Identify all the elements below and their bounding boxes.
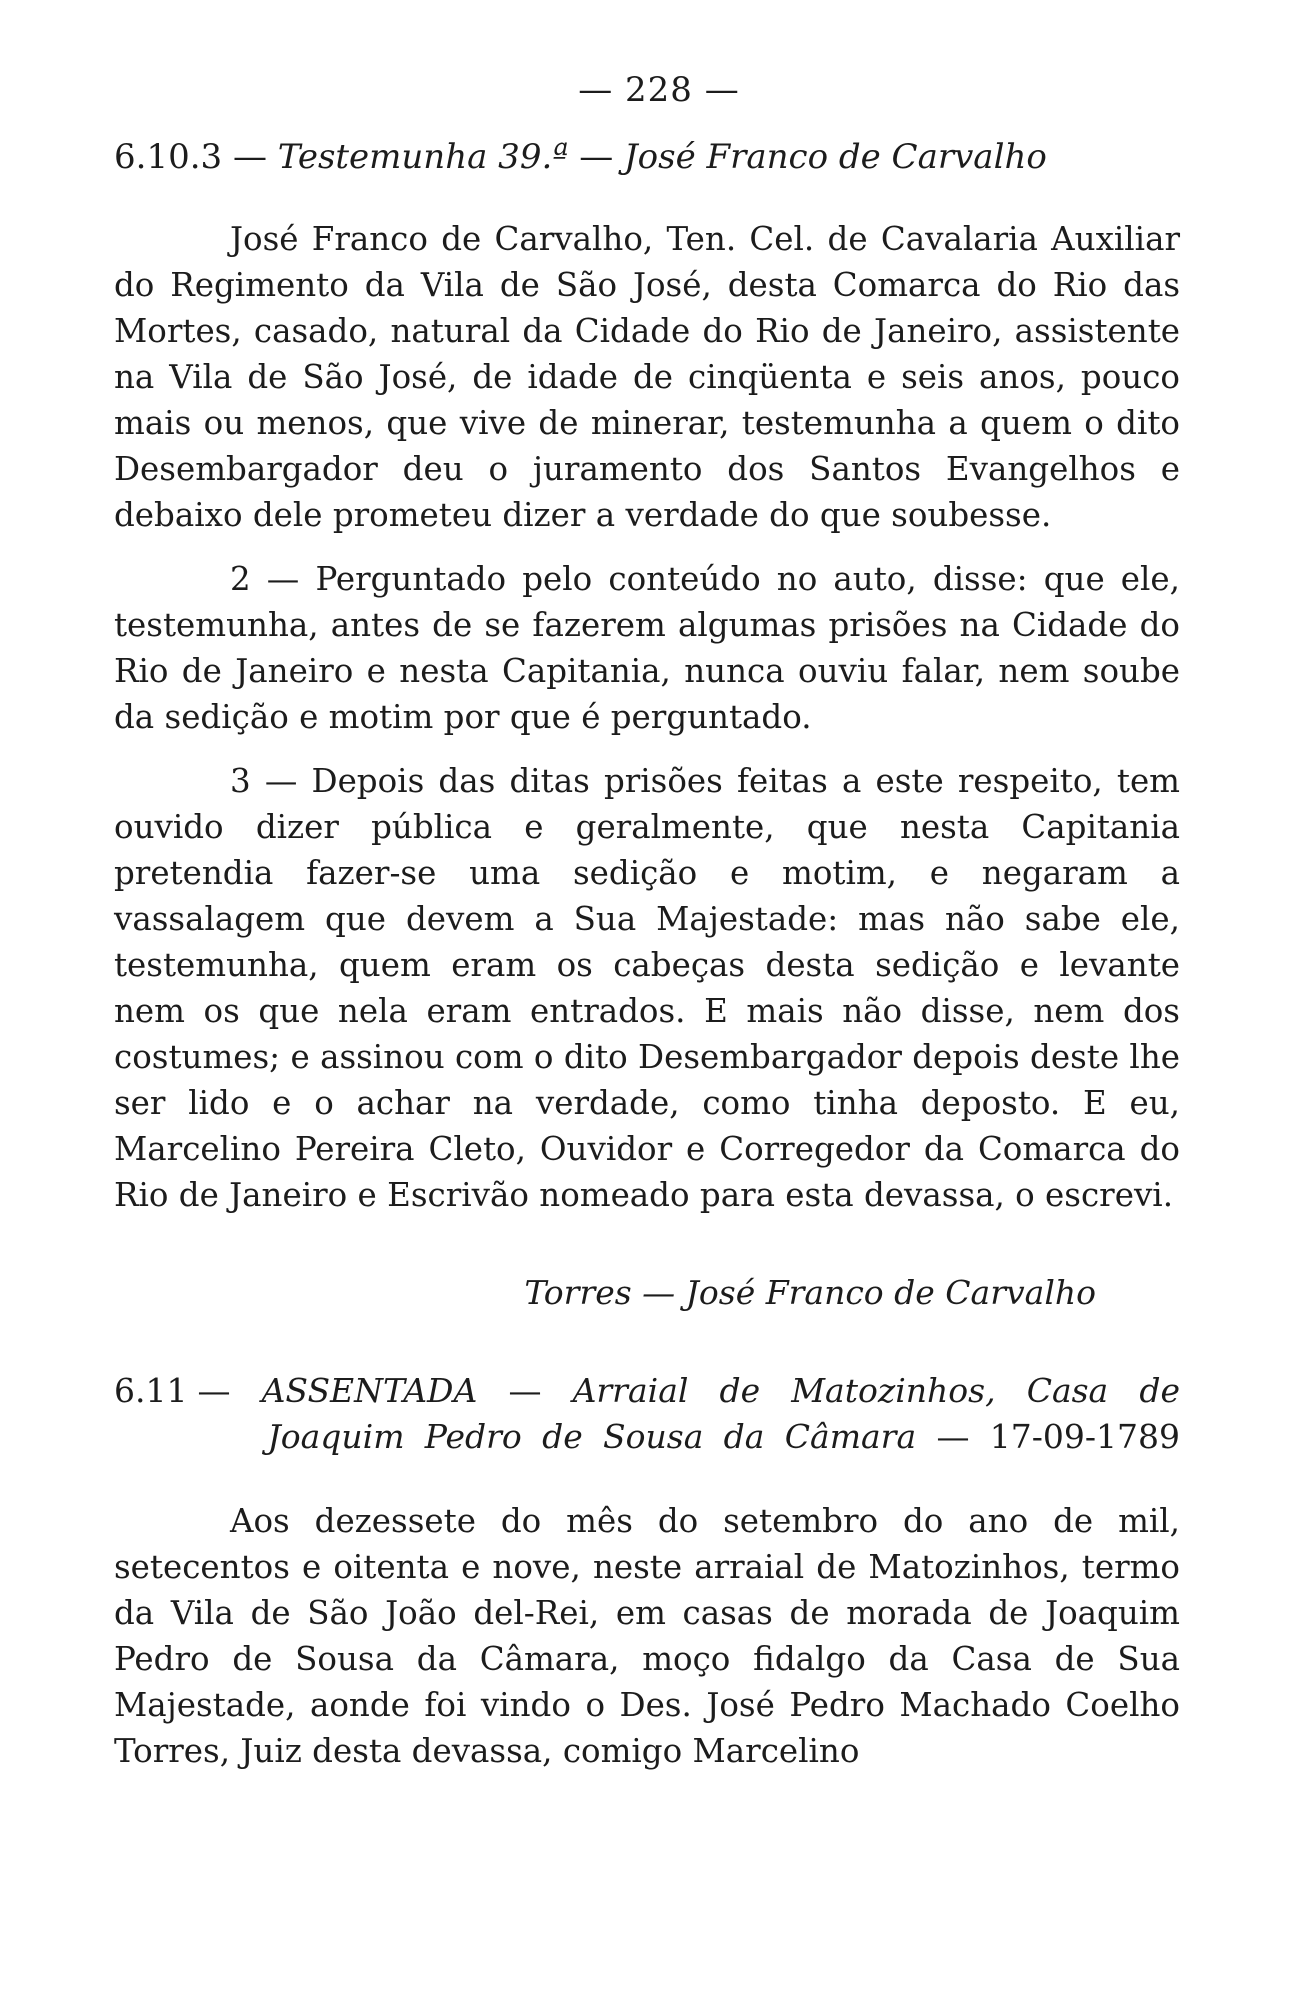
heading-dash: — [197, 1371, 231, 1410]
document-page [114, 70, 1180, 1774]
assentada-heading-line-1 [197, 1368, 1180, 1414]
assentada-paragraph: Aos dezessete do mês do setembro do ano de mil, setecentos e oitenta e nove, neste arraial de Matozinhos, termo da Vila de São João del-Rei, em casas de morada de Joaquim Pedro de Sousa da Câmara, moço fidalgo da Casa de Sua Majestade, aonde foi vindo o Des. José Pedro Machado Coelho Torres, Juiz desta devassa, comigo Marcelino [114, 1502, 1180, 1770]
signature-line: Torres — José Franco de Carvalho [524, 1273, 1096, 1312]
section-number: 6.11 [114, 1371, 188, 1410]
section-number: 6.10.3 [114, 137, 223, 177]
assentada-date: 17-09-1789 [989, 1417, 1181, 1456]
assentada-heading-line-2 [197, 1414, 1180, 1460]
section-title: Testemunha 39.ª [277, 137, 569, 177]
section-heading-6-11 [114, 1368, 1180, 1460]
assentada-heading-body [197, 1368, 1180, 1460]
witness-name: José Franco de Carvalho [624, 137, 1047, 177]
assentada-place-cont: Joaquim Pedro de Sousa da Câmara [267, 1417, 917, 1456]
testimony-paragraph-2: 2 — Perguntado pelo conteúdo no auto, disse: que ele, testemunha, antes de se fazerem algumas prisões na Cidade do Rio de Janeiro e nesta Capitania, nunca ouviu falar, nem soube da sedição e motim por que é perguntado. [114, 560, 1180, 736]
testimony-paragraph-3: 3 — Depois das ditas prisões feitas a este respeito, tem ouvido dizer pública e geralmente, que nesta Capitania pretendia fazer-se uma sedição e motim, e negaram a vassalagem que devem a Sua Majestade: mas não sabe ele, testemunha, quem eram os cabeças desta sedição e levante nem os que nela eram entrados. E mais não disse, nem dos costumes; e assinou com o dito Desembargador depois deste lhe ser lido e o achar na verdade, como tinha deposto. E eu, Marcelino Pereira Cleto, Ouvidor e Corregedor da Comarca do Rio de Janeiro e Escrivão nomeado para esta devassa, o escrevi. [114, 762, 1180, 1214]
heading-dash: — [232, 137, 267, 177]
heading-dash-2: — [579, 137, 614, 177]
page-number: — 228 — [578, 70, 740, 110]
section-heading-6-10-3 [114, 136, 1180, 178]
assentada-title: ASSENTADA [261, 1371, 478, 1410]
heading-dash-2: — [508, 1371, 542, 1410]
testimony-paragraph-intro: José Franco de Carvalho, Ten. Cel. de Cavalaria Auxiliar do Regimento da Vila de São José, desta Comarca do Rio das Mortes, casado, natural da Cidade do Rio de Janeiro, assistente na Vila de São José, de idade de cinqüenta e seis anos, pouco mais ou menos, que vive de minerar, testemunha a quem o dito Desembargador deu o juramento dos Santos Evangelhos e debaixo dele prometeu dizer a verdade do que soubesse. [114, 220, 1180, 534]
heading-dash-3: — [936, 1417, 970, 1456]
assentada-place: Arraial de Matozinhos, Casa de [572, 1371, 1180, 1410]
